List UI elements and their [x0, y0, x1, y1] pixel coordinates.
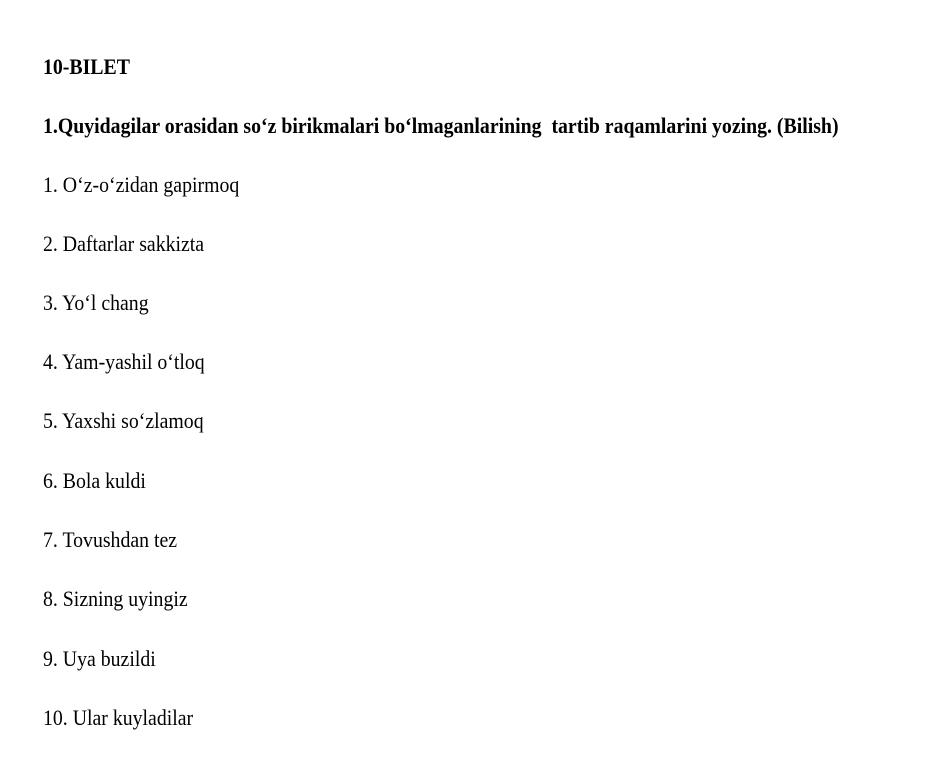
- list-item: 10. Ular kuyladilar: [43, 705, 194, 730]
- list-item: 4. Yam-yashil o‘tloq: [43, 349, 205, 374]
- list-item: 7. Tovushdan tez: [43, 527, 178, 552]
- question-text: 1.Quyidagilar orasidan so‘z birikmalari bo‘lmaganlarining tartib raqamlarini yozing. (Bilish): [43, 113, 839, 138]
- list-item: 1. O‘z-o‘zidan gapirmoq: [43, 172, 240, 197]
- list-item: 8. Sizning uyingiz: [43, 586, 188, 611]
- list-item: 9. Uya buzildi: [43, 646, 156, 671]
- list-item: 2. Daftarlar sakkizta: [43, 231, 205, 256]
- list-item: 6. Bola kuldi: [43, 468, 146, 493]
- list-item: 5. Yaxshi so‘zlamoq: [43, 408, 204, 433]
- list-item: 3. Yo‘l chang: [43, 290, 149, 315]
- ticket-title: 10-BILET: [43, 54, 130, 79]
